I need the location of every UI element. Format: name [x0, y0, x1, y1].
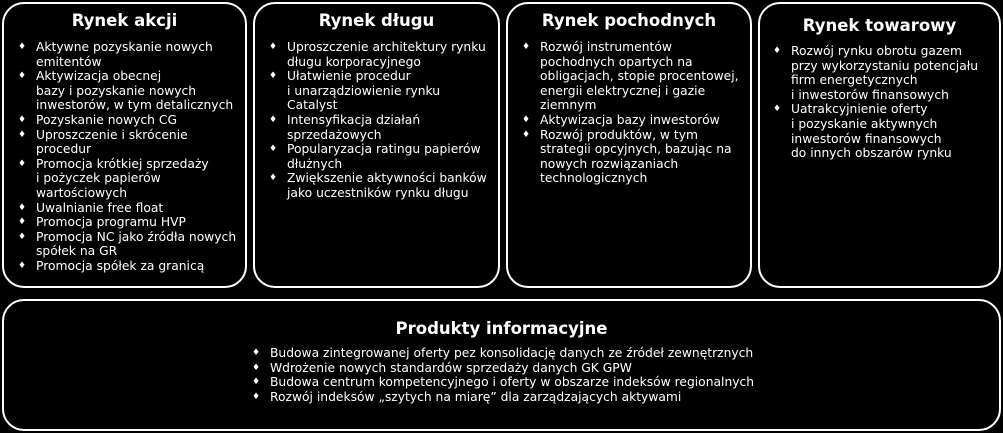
list-item-text: Aktywizacja bazy inwestorów: [540, 112, 720, 127]
diamond-bullet-icon: ♦: [18, 129, 27, 140]
diamond-bullet-icon: ♦: [18, 71, 27, 82]
list-item-text: Rozwój produktów, w tym strategii opcyjnych, bazując na nowych rozwiązaniach technologicznych: [540, 127, 732, 186]
box-title: Rynek długu: [318, 11, 435, 30]
bullet-list: [18, 40, 243, 274]
list-item-text: Uatrakcyjnienie oferty i pozyskanie aktywnych inwestorów finansowych do innych obszarów rynku: [791, 102, 952, 161]
list-item-text: Aktywne pozyskanie nowych emitentów: [36, 40, 213, 69]
list-item: [269, 113, 496, 142]
list-item-text: Uproszczenie i skrócenie procedur: [36, 127, 188, 157]
box-title: Rynek towarowy: [802, 16, 957, 35]
diamond-bullet-icon: ♦: [269, 71, 278, 82]
diamond-bullet-icon: ♦: [252, 391, 261, 402]
diamond-bullet-icon: ♦: [522, 129, 531, 140]
list-item-text: Pozyskanie nowych CG: [36, 112, 177, 127]
bullet-list: [252, 346, 754, 404]
box-title: Rynek pochodnych: [541, 11, 717, 30]
list-item-text: Promocja krótkiej sprzedaży i pożyczek papierów wartościowych: [36, 156, 209, 200]
list-item: [18, 40, 243, 69]
diamond-bullet-icon: ♦: [18, 260, 27, 271]
list-item: [269, 142, 496, 171]
list-item: [18, 113, 243, 128]
list-item-text: Budowa zintegrowanej oferty pez konsolidację danych ze źródeł zewnętrznych: [270, 346, 754, 360]
list-item: [522, 128, 748, 186]
list-item: [522, 113, 748, 128]
list-item-text: Intensyfikacja działań sprzedażowych: [287, 112, 421, 142]
box-rynek-pochodnych: [506, 2, 752, 288]
list-item: [18, 215, 243, 230]
list-item: [18, 201, 243, 216]
list-item-text: Wdrożenie nowych standardów sprzedaży danych GK GPW: [270, 360, 632, 375]
diamond-bullet-icon: ♦: [269, 173, 278, 184]
box-title: Rynek akcji: [71, 11, 178, 30]
list-item-text: Ułatwienie procedur i unarządziowienie rynku Catalyst: [287, 69, 441, 113]
list-item: [522, 40, 748, 113]
box-rynek-dlugu: [253, 2, 500, 288]
diamond-bullet-icon: ♦: [18, 231, 27, 242]
box-rynek-akcji: [2, 2, 247, 288]
box-title: Produkty informacyjne: [395, 319, 608, 338]
list-item: [18, 230, 243, 259]
list-item: [252, 346, 754, 361]
diamond-bullet-icon: ♦: [252, 362, 261, 373]
list-item: [18, 128, 243, 157]
diamond-bullet-icon: ♦: [773, 46, 782, 56]
list-item-text: Uwalnianie free float: [36, 200, 164, 215]
list-item: [252, 390, 754, 405]
diamond-bullet-icon: ♦: [522, 114, 531, 125]
list-item: [18, 69, 243, 113]
list-item-text: Promocja NC jako źródła nowych spółek na GR: [36, 229, 237, 259]
list-item-text: Popularyzacja ratingu papierów dłużnych: [287, 142, 481, 171]
diamond-bullet-icon: ♦: [773, 104, 782, 115]
list-item-text: Rozwój indeksów „szytych na miarę” dla zarządzających aktywami: [270, 389, 682, 404]
bullet-list: [773, 44, 997, 161]
list-item-text: Promocja spółek za granicą: [36, 258, 205, 273]
diamond-bullet-icon: ♦: [18, 42, 27, 52]
bullet-list: [522, 40, 748, 186]
diamond-bullet-icon: ♦: [269, 114, 278, 125]
list-item: [773, 44, 997, 102]
diamond-bullet-icon: ♦: [18, 217, 27, 228]
list-item: [18, 157, 243, 201]
list-item-text: Budowa centrum kompetencyjnego i oferty w obszarze indeksów regionalnych: [270, 375, 755, 390]
list-item-text: Rozwój instrumentów pochodnych opartych na obligacjach, stopie procentowej, energii elektrycznej i gazie ziemnym: [540, 40, 739, 113]
list-item: [269, 40, 496, 69]
list-item-text: Aktywizacja obecnej bazy i pozyskanie nowych inwestorów, w tym detalicznych: [36, 69, 234, 113]
box-rynek-towarowy: [758, 2, 1001, 288]
diamond-bullet-icon: ♦: [252, 377, 261, 388]
list-item-text: Zwiększenie aktywności banków jako uczestników rynku długu: [287, 171, 487, 200]
list-item: [269, 69, 496, 113]
diamond-bullet-icon: ♦: [18, 114, 27, 125]
list-item-text: Uproszczenie architektury rynku długu korporacyjnego: [287, 40, 486, 69]
list-item: [773, 102, 997, 160]
diamond-bullet-icon: ♦: [269, 144, 278, 155]
list-item-text: Promocja programu HVP: [36, 215, 186, 230]
box-produkty-informacyjne: [2, 299, 1001, 431]
list-item: [269, 171, 496, 200]
diamond-bullet-icon: ♦: [18, 202, 27, 213]
diamond-bullet-icon: ♦: [252, 348, 261, 358]
list-item: [18, 259, 243, 274]
diamond-bullet-icon: ♦: [18, 158, 27, 169]
list-item: [252, 375, 754, 390]
bullet-list: [269, 40, 496, 201]
list-item-text: Rozwój rynku obrotu gazem przy wykorzystaniu potencjału firm energetycznych i inwestorów finansowych: [791, 44, 979, 102]
diamond-bullet-icon: ♦: [522, 42, 531, 52]
diamond-bullet-icon: ♦: [269, 42, 278, 52]
list-item: [252, 361, 754, 376]
